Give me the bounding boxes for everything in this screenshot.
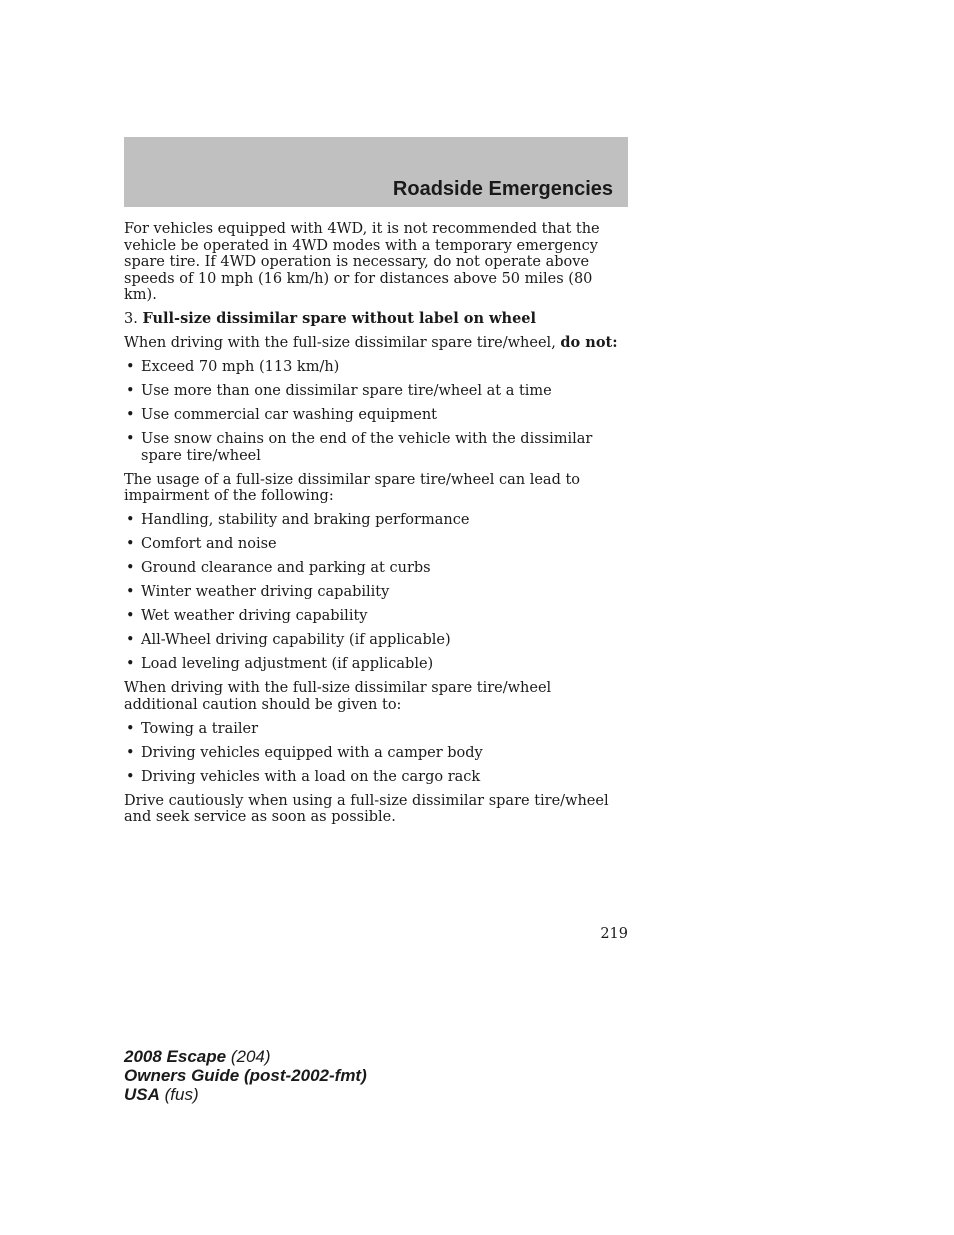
page-number: 219	[600, 926, 628, 942]
footer-line-region: USA (fus)	[124, 1085, 199, 1104]
list-item: • Winter weather driving capability	[126, 584, 390, 600]
caution-paragraph: When driving with the full-size dissimilar spare tire/wheel additional caution should be given to:	[124, 680, 552, 713]
do-not-emphasis: do not:	[560, 334, 618, 351]
item-3-number: 3.	[124, 311, 138, 327]
list-item: • Driving vehicles equipped with a camper body	[126, 744, 483, 761]
bullet-icon: •	[126, 608, 135, 624]
closing-paragraph: Drive cautiously when using a full-size dissimilar spare tire/wheel and seek service as soon as possible.	[124, 792, 609, 825]
bullet-icon: •	[126, 656, 135, 672]
bullet-icon: •	[126, 431, 135, 447]
bullet-icon: •	[126, 584, 135, 600]
list-item: • All-Wheel driving capability (if applicable)	[126, 632, 451, 648]
item-3-heading-line	[124, 311, 628, 328]
intro-paragraph: For vehicles equipped with 4WD, it is not recommended that the vehicle be operated in 4WD modes with a temporary emergency spare tire. If 4WD operation is necessary, do not operate above speeds of 10 mph (16 km/h) or for distances above 50 miles (80 km).	[124, 221, 600, 303]
bullet-icon: •	[126, 407, 135, 423]
list-item: • Use commercial car washing equipment	[126, 407, 437, 423]
list-item: • Towing a trailer	[126, 720, 258, 737]
item-3-heading: Full-size dissimilar spare without label on wheel	[142, 310, 537, 327]
list-item: • Ground clearance and parking at curbs	[126, 560, 431, 576]
bullet-icon: •	[126, 632, 135, 648]
bullet-icon: •	[126, 720, 135, 737]
list-item: • Wet weather driving capability	[126, 608, 368, 624]
bullet-icon: •	[126, 512, 135, 528]
caution-list	[124, 721, 628, 786]
list-item: • Handling, stability and braking performance	[126, 512, 470, 528]
bullet-icon: •	[126, 383, 135, 399]
bullet-icon: •	[126, 560, 135, 576]
bullet-icon: •	[126, 359, 135, 375]
section-header-band	[124, 137, 628, 207]
document-footer	[124, 1047, 367, 1104]
list-item: • Load leveling adjustment (if applicable)	[126, 656, 434, 672]
list-item: • Use snow chains on the end of the vehicle with the dissimilar spare tire/wheel	[126, 431, 593, 464]
footer-line-guide: Owners Guide (post-2002-fmt)	[124, 1066, 367, 1085]
impairment-paragraph: The usage of a full-size dissimilar spare tire/wheel can lead to impairment of the following:	[124, 471, 581, 504]
do-not-intro	[124, 335, 628, 352]
do-not-text: When driving with the full-size dissimilar spare tire/wheel,	[124, 335, 556, 351]
footer-line-model: 2008 Escape (204)	[124, 1047, 271, 1066]
bullet-icon: •	[126, 768, 135, 785]
list-item: • Comfort and noise	[126, 536, 277, 552]
page-content	[124, 221, 628, 833]
impairment-list	[124, 512, 628, 673]
bullet-icon: •	[126, 536, 135, 552]
list-item: • Exceed 70 mph (113 km/h)	[126, 359, 340, 375]
list-item: • Driving vehicles with a load on the cargo rack	[126, 768, 481, 785]
do-not-list	[124, 359, 628, 464]
list-item: • Use more than one dissimilar spare tire/wheel at a time	[126, 383, 552, 399]
bullet-icon: •	[126, 744, 135, 761]
section-title: Roadside Emergencies	[392, 178, 613, 200]
